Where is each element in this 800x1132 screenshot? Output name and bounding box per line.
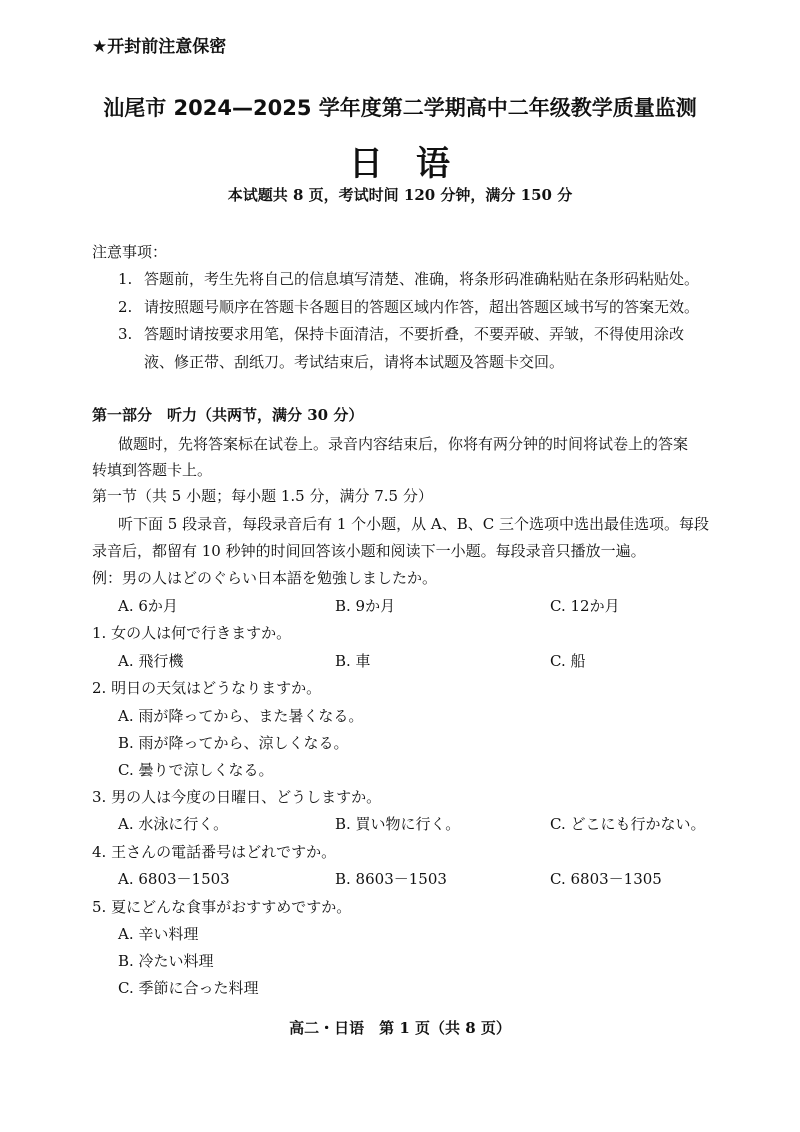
subject-char-1: 日 bbox=[349, 144, 384, 184]
option-c: C. 曇りで涼しくなる。 bbox=[118, 761, 274, 779]
note-item bbox=[118, 268, 699, 289]
section-instruction: 听下面 5 段录音，每段录音后有 1 个小题，从 A、B、C 三个选项中选出最佳选项。每段 bbox=[118, 515, 710, 533]
option-a: A. 6803－1503 bbox=[118, 870, 230, 888]
question-text: 2. 明日の天気はどうなりますか。 bbox=[92, 679, 322, 697]
seal-notice: ★开封前注意保密 bbox=[92, 37, 227, 57]
instruction-line: 转填到答题卡上。 bbox=[92, 461, 213, 479]
subject-title bbox=[0, 136, 800, 185]
option-c: C. 季節に合った料理 bbox=[118, 979, 259, 997]
option-a: A. 辛い料理 bbox=[118, 925, 199, 943]
page-footer: 高二・日语 第 1 页（共 8 页） bbox=[289, 1019, 511, 1037]
note-number: 3. bbox=[118, 325, 133, 343]
option-b: B. 9か月 bbox=[335, 597, 396, 615]
option-a: A. 水泳に行く。 bbox=[118, 815, 229, 833]
note-text: 请按照题号顺序在答题卡各题目的答题区域内作答，超出答题区域书写的答案无效。 bbox=[144, 298, 700, 316]
option-c: C. 船 bbox=[550, 652, 586, 670]
note-number: 1. bbox=[118, 270, 133, 288]
note-item bbox=[118, 323, 684, 344]
exam-title: 汕尾市 2024—2025 学年度第二学期高中二年级教学质量监测 bbox=[103, 96, 697, 120]
question-text: 4. 王さんの電話番号はどれですか。 bbox=[92, 843, 337, 861]
question-text: 5. 夏にどんな食事がおすすめですか。 bbox=[92, 898, 352, 916]
option-b: B. 8603－1503 bbox=[335, 870, 447, 888]
option-a: A. 6か月 bbox=[118, 597, 178, 615]
option-b: B. 買い物に行く。 bbox=[335, 815, 461, 833]
section-instruction: 录音后，都留有 10 秒钟的时间回答该小题和阅读下一小题。每段录音只播放一遍。 bbox=[92, 542, 646, 560]
section-title: 第一节（共 5 小题；每小题 1.5 分，满分 7.5 分） bbox=[92, 487, 433, 505]
option-c: C. どこにも行かない。 bbox=[550, 815, 706, 833]
option-b: B. 冷たい料理 bbox=[118, 952, 214, 970]
instruction-line: 做题时，先将答案标在试卷上。录音内容结束后，你将有两分钟的时间将试卷上的答案 bbox=[118, 435, 689, 453]
notes-heading: 注意事项： bbox=[92, 243, 168, 261]
part-title: 第一部分 听力（共两节，满分 30 分） bbox=[92, 406, 364, 424]
question-text: 3. 男の人は今度の日曜日、どうしますか。 bbox=[92, 788, 382, 806]
note-text: 答题时请按要求用笔，保持卡面清洁，不要折叠，不要弄破、弄皱，不得使用涂改 bbox=[144, 325, 685, 343]
note-text: 答题前，考生先将自己的信息填写清楚、准确，将条形码准确粘贴在条形码粘贴处。 bbox=[144, 270, 700, 288]
option-c: C. 6803－1305 bbox=[550, 870, 662, 888]
option-a: A. 飛行機 bbox=[118, 652, 184, 670]
option-c: C. 12か月 bbox=[550, 597, 620, 615]
subject-char-2: 语 bbox=[416, 144, 451, 184]
note-number: 2. bbox=[118, 298, 133, 316]
question-text: 1. 女の人は何で行きますか。 bbox=[92, 624, 292, 642]
note-text-continued: 液、修正带、刮纸刀。考试结束后，请将本试题及答题卡交回。 bbox=[144, 353, 565, 371]
option-a: A. 雨が降ってから、また暑くなる。 bbox=[118, 707, 364, 725]
exam-info: 本试题共 8 页，考试时间 120 分钟，满分 150 分 bbox=[227, 186, 573, 204]
question-text: 例：男の人はどのぐらい日本語を勉強しましたか。 bbox=[92, 569, 438, 587]
option-b: B. 雨が降ってから、涼しくなる。 bbox=[118, 734, 349, 752]
option-b: B. 車 bbox=[335, 652, 371, 670]
note-item bbox=[118, 296, 699, 317]
